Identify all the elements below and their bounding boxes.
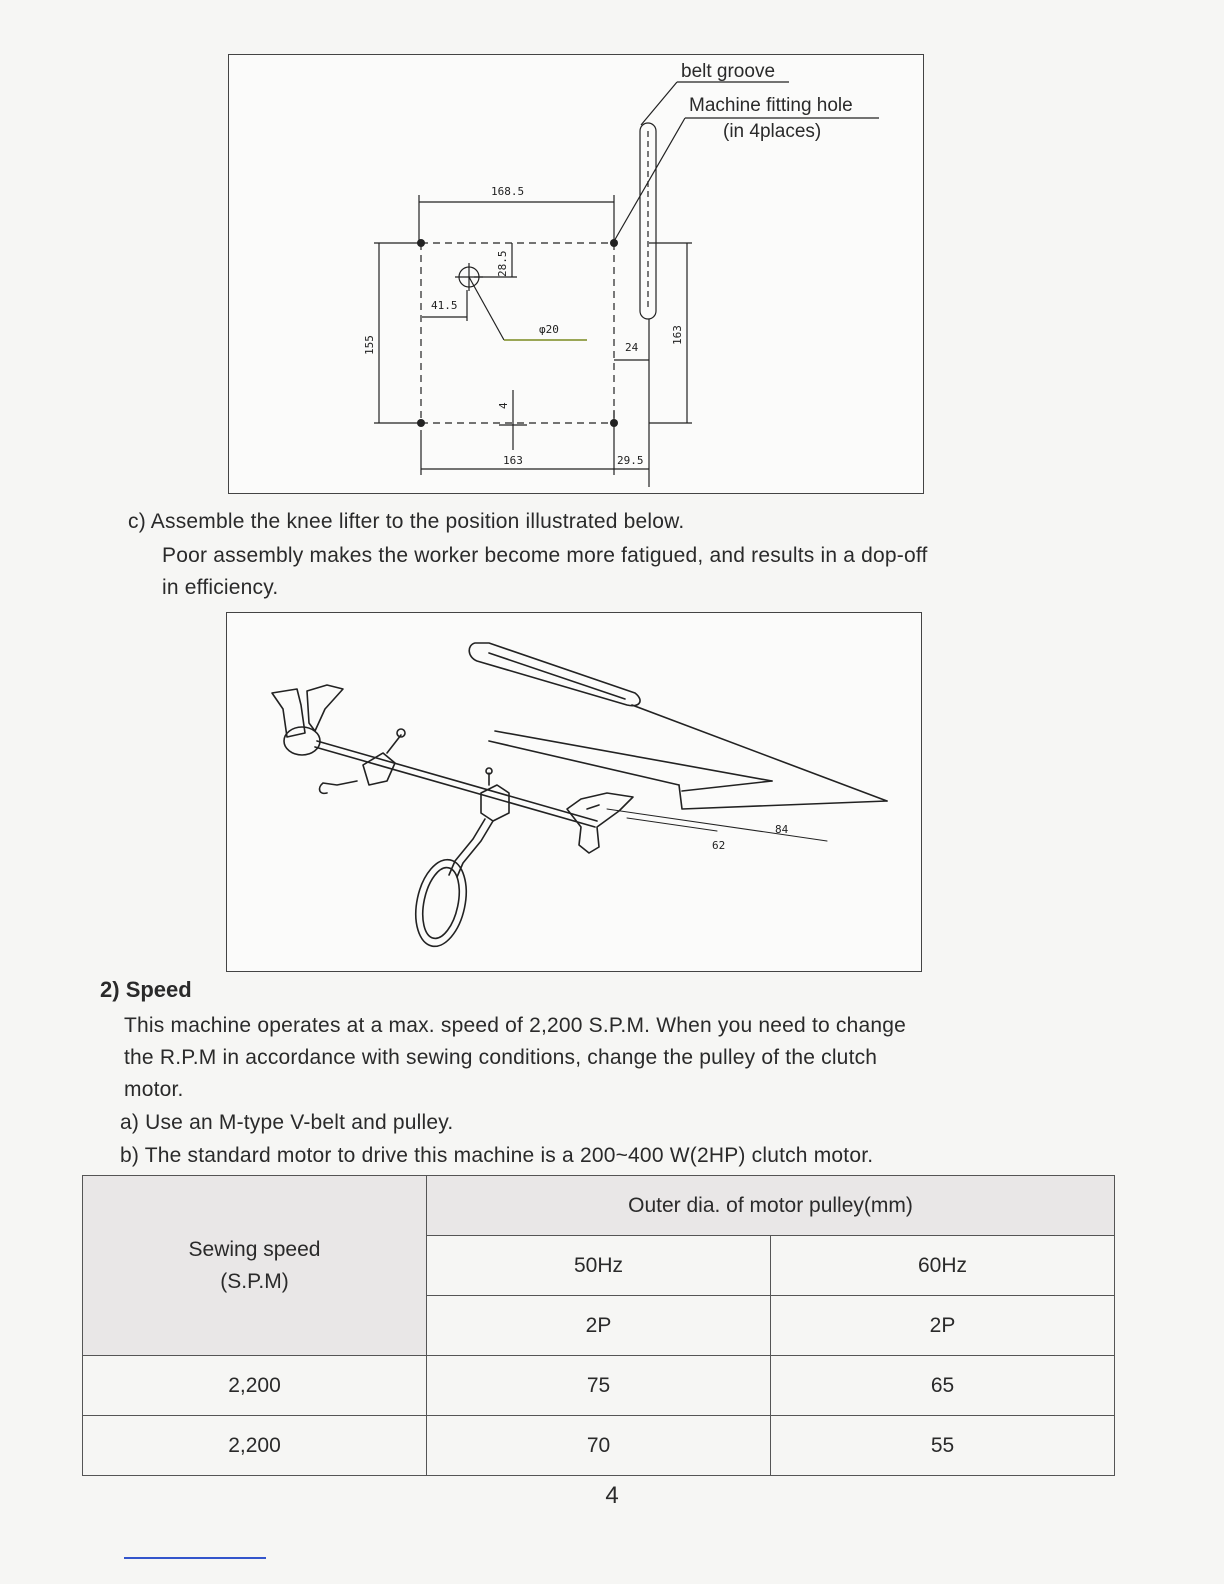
pole-50hz-cell: 2P <box>427 1296 771 1356</box>
row2-50hz-cell: 70 <box>427 1416 771 1476</box>
knee-lifter-svg <box>227 613 923 973</box>
fitting-hole-places-label: (in 4places) <box>723 121 822 142</box>
row2-speed-cell: 2,200 <box>83 1416 427 1476</box>
speed-heading <box>100 977 192 1003</box>
dim-28-5: 28.5 <box>496 250 509 277</box>
dim-168-5: 168.5 <box>491 185 525 198</box>
pulley-speed-table <box>82 1175 1115 1476</box>
fitting-hole-label: Machine fitting hole <box>689 95 853 116</box>
mounting-diagram-svg <box>229 55 925 495</box>
section-c-line3: in efficiency. <box>162 576 279 599</box>
pole-60hz-cell: 2P <box>771 1296 1115 1356</box>
speed-heading-number: 2) <box>100 977 120 1002</box>
footer-divider <box>124 1557 266 1559</box>
page-number: 4 <box>605 1482 619 1509</box>
dim-155: 155 <box>363 335 376 355</box>
dim-24: 24 <box>625 341 639 354</box>
speed-paragraph-line3: motor. <box>124 1078 184 1101</box>
sewing-speed-header <box>83 1176 427 1356</box>
row1-50hz-cell: 75 <box>427 1356 771 1416</box>
table-row <box>83 1356 1115 1416</box>
freq-50hz-cell: 50Hz <box>427 1236 771 1296</box>
dim-4: 4 <box>497 402 510 409</box>
dim-29-5: 29.5 <box>617 454 644 467</box>
speed-paragraph-line2: the R.P.M in accordance with sewing conditions, change the pulley of the clutch <box>124 1046 878 1069</box>
section-c-marker: c) <box>128 510 146 533</box>
row2-60hz-cell: 55 <box>771 1416 1115 1476</box>
section-c-text: Assemble the knee lifter to the position illustrated below. <box>150 510 685 533</box>
freq-60hz-cell: 60Hz <box>771 1236 1115 1296</box>
table-header-row <box>83 1176 1115 1236</box>
speed-item-a: a) Use an M-type V-belt and pulley. <box>120 1111 454 1134</box>
speed-heading-title: Speed <box>125 977 192 1002</box>
dim-163-vertical: 163 <box>671 325 684 345</box>
row1-speed-cell: 2,200 <box>83 1356 427 1416</box>
sewing-speed-header-line2: (S.P.M) <box>220 1269 289 1293</box>
mounting-dimension-diagram <box>228 54 924 494</box>
dim-62: 62 <box>712 839 726 852</box>
speed-item-b: b) The standard motor to drive this machine is a 200~400 W(2HP) clutch motor. <box>120 1144 874 1167</box>
dim-163-horizontal: 163 <box>503 454 523 467</box>
knee-lifter-illustration <box>226 612 922 972</box>
table-row <box>83 1416 1115 1476</box>
dim-41-5: 41.5 <box>431 299 458 312</box>
speed-paragraph-line1: This machine operates at a max. speed of 2,200 S.P.M. When you need to change <box>124 1014 906 1037</box>
pulley-diameter-header: Outer dia. of motor pulley(mm) <box>427 1176 1115 1236</box>
row1-60hz-cell: 65 <box>771 1356 1115 1416</box>
section-c-line2: Poor assembly makes the worker become more fatigued, and results in a dop-off <box>162 544 928 567</box>
belt-groove-label: belt groove <box>681 61 776 82</box>
dim-84: 84 <box>775 823 789 836</box>
section-c-line1 <box>128 506 684 538</box>
sewing-speed-header-line1: Sewing speed <box>188 1237 321 1261</box>
dim-phi20: φ20 <box>539 323 559 336</box>
